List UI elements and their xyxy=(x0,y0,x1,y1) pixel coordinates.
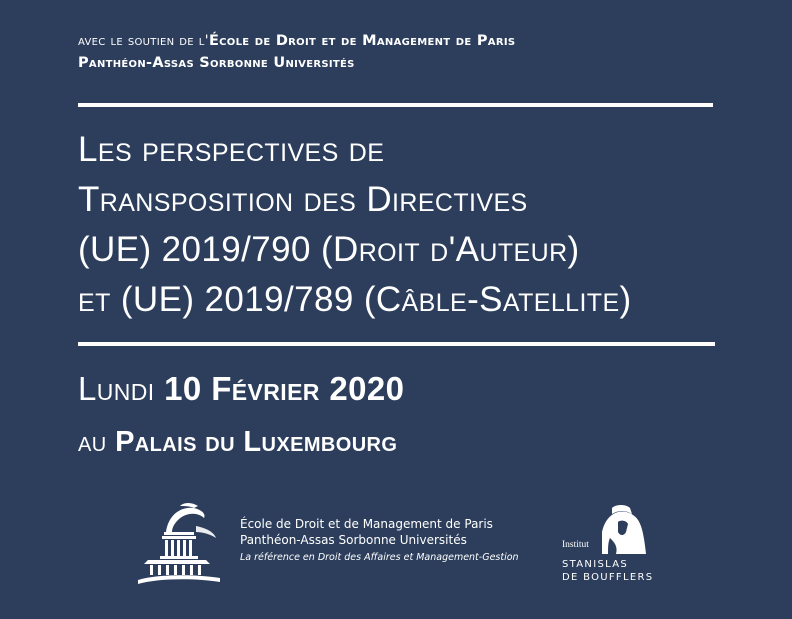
event-venue xyxy=(78,420,397,464)
title-line-2: Transposition des Directives xyxy=(78,180,528,219)
institute-name xyxy=(562,558,653,584)
support-notice xyxy=(78,30,515,74)
event-weekday: Lundi xyxy=(78,370,155,407)
event-date-value: 10 Février 2020 xyxy=(164,370,405,407)
school-tagline: La référence en Droit des Affaires et Management-Gestion xyxy=(240,552,519,563)
support-school-name: École de Droit et de Management de Paris xyxy=(208,33,516,49)
institute-label: Institut xyxy=(562,540,589,550)
institute-logo xyxy=(562,502,672,592)
title-line-4: et (UE) 2019/789 (Câble-Satellite) xyxy=(78,280,632,319)
title-line-3: (UE) 2019/790 (Droit d'Auteur) xyxy=(78,230,580,269)
page-title xyxy=(78,125,738,325)
support-line-2 xyxy=(78,52,515,74)
school-university: Panthéon-Assas Sorbonne Universités xyxy=(240,533,467,547)
title-line-1: Les perspectives de xyxy=(78,130,385,169)
support-university: Panthéon-Assas Sorbonne Universités xyxy=(78,55,355,71)
venue-name: Palais du Luxembourg xyxy=(115,426,398,458)
institute-name-line-2: DE BOUFFLERS xyxy=(562,572,654,583)
bottom-divider xyxy=(78,342,715,346)
top-divider xyxy=(78,103,713,107)
school-name: École de Droit et de Management de Paris xyxy=(240,517,493,531)
school-block xyxy=(240,516,519,566)
institute-name-line-1: STANISLAS xyxy=(562,559,628,570)
portrait-icon xyxy=(596,502,648,554)
support-prefix: avec le soutien de l' xyxy=(78,33,209,49)
pantheon-building-icon xyxy=(136,498,222,588)
venue-prefix: au xyxy=(78,426,107,458)
support-line-1 xyxy=(78,30,515,52)
event-date xyxy=(78,367,404,411)
